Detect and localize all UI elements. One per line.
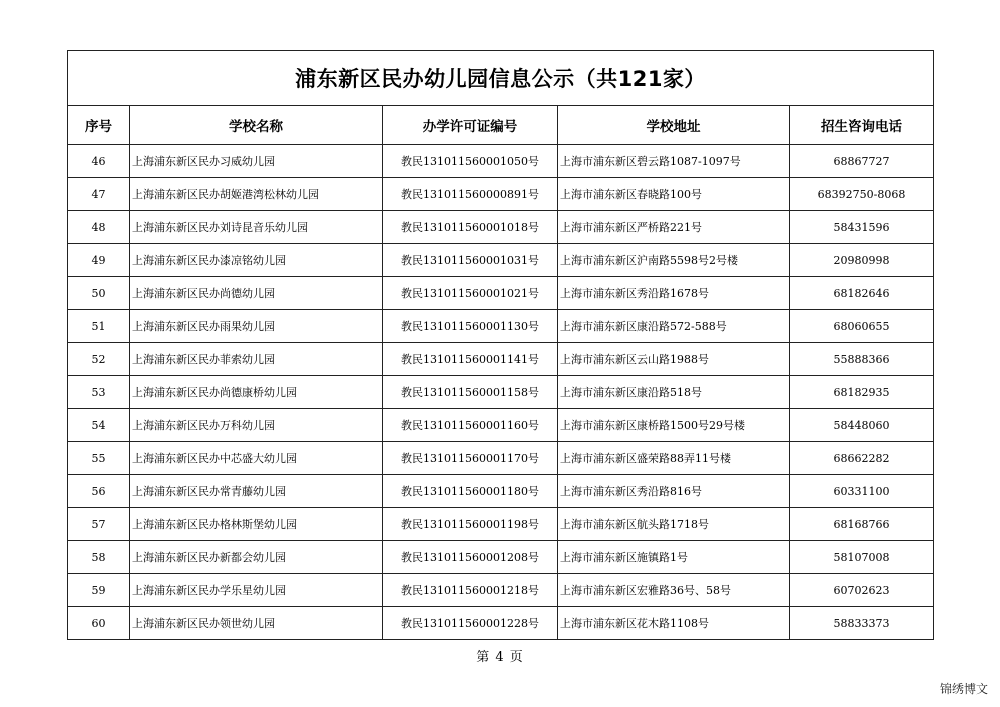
header-phone: 招生咨询电话	[790, 106, 934, 145]
cell-school-name: 上海浦东新区民办胡姬港湾松林幼儿园	[130, 178, 383, 211]
cell-license-number: 教民131011560001170号	[383, 442, 558, 475]
cell-school-name: 上海浦东新区民办领世幼儿园	[130, 607, 383, 640]
table-row	[68, 409, 934, 442]
cell-phone: 68867727	[790, 145, 934, 178]
cell-seq: 49	[68, 244, 130, 277]
cell-seq: 51	[68, 310, 130, 343]
cell-seq: 57	[68, 508, 130, 541]
table-row	[68, 178, 934, 211]
cell-school-name: 上海浦东新区民办新都会幼儿园	[130, 541, 383, 574]
cell-seq: 54	[68, 409, 130, 442]
header-license-number: 办学许可证编号	[383, 106, 558, 145]
cell-phone: 60702623	[790, 574, 934, 607]
cell-school-name: 上海浦东新区民办学乐星幼儿园	[130, 574, 383, 607]
table-row	[68, 574, 934, 607]
cell-school-address: 上海市浦东新区康沿路572-588号	[558, 310, 790, 343]
cell-school-name: 上海浦东新区民办雨果幼儿园	[130, 310, 383, 343]
cell-phone: 68182935	[790, 376, 934, 409]
cell-school-address: 上海市浦东新区春晓路100号	[558, 178, 790, 211]
cell-school-address: 上海市浦东新区秀沿路1678号	[558, 277, 790, 310]
cell-phone: 58833373	[790, 607, 934, 640]
kindergarten-table	[67, 50, 934, 640]
table-row	[68, 211, 934, 244]
cell-school-address: 上海市浦东新区秀沿路816号	[558, 475, 790, 508]
cell-seq: 60	[68, 607, 130, 640]
cell-school-name: 上海浦东新区民办中芯盛大幼儿园	[130, 442, 383, 475]
cell-phone: 68182646	[790, 277, 934, 310]
cell-license-number: 教民131011560000891号	[383, 178, 558, 211]
cell-phone: 68168766	[790, 508, 934, 541]
cell-school-name: 上海浦东新区民办格林斯堡幼儿园	[130, 508, 383, 541]
cell-license-number: 教民131011560001198号	[383, 508, 558, 541]
watermark-text: 锦绣博文	[939, 682, 988, 696]
cell-school-name: 上海浦东新区民办尚德幼儿园	[130, 277, 383, 310]
cell-seq: 56	[68, 475, 130, 508]
table-row	[68, 376, 934, 409]
cell-license-number: 教民131011560001050号	[383, 145, 558, 178]
cell-license-number: 教民131011560001031号	[383, 244, 558, 277]
cell-school-address: 上海市浦东新区航头路1718号	[558, 508, 790, 541]
table-row	[68, 310, 934, 343]
cell-school-address: 上海市浦东新区云山路1988号	[558, 343, 790, 376]
cell-school-name: 上海浦东新区民办万科幼儿园	[130, 409, 383, 442]
cell-license-number: 教民131011560001018号	[383, 211, 558, 244]
cell-seq: 59	[68, 574, 130, 607]
page-number: 第 4 页	[476, 650, 524, 665]
cell-seq: 50	[68, 277, 130, 310]
cell-school-address: 上海市浦东新区宏雅路36号、58号	[558, 574, 790, 607]
header-school-address: 学校地址	[558, 106, 790, 145]
cell-school-name: 上海浦东新区民办习威幼儿园	[130, 145, 383, 178]
cell-school-address: 上海市浦东新区沪南路5598号2号楼	[558, 244, 790, 277]
table-row	[68, 244, 934, 277]
table-row	[68, 277, 934, 310]
cell-license-number: 教民131011560001130号	[383, 310, 558, 343]
cell-school-address: 上海市浦东新区花木路1108号	[558, 607, 790, 640]
cell-phone: 58107008	[790, 541, 934, 574]
cell-license-number: 教民131011560001218号	[383, 574, 558, 607]
cell-license-number: 教民131011560001158号	[383, 376, 558, 409]
cell-school-name: 上海浦东新区民办常青藤幼儿园	[130, 475, 383, 508]
cell-phone: 55888366	[790, 343, 934, 376]
table-row	[68, 508, 934, 541]
cell-phone: 68392750-8068	[790, 178, 934, 211]
header-school-name: 学校名称	[130, 106, 383, 145]
cell-phone: 68662282	[790, 442, 934, 475]
cell-school-address: 上海市浦东新区盛荣路88弄11号楼	[558, 442, 790, 475]
cell-phone: 20980998	[790, 244, 934, 277]
cell-school-address: 上海市浦东新区康沿路518号	[558, 376, 790, 409]
cell-license-number: 教民131011560001208号	[383, 541, 558, 574]
cell-license-number: 教民131011560001180号	[383, 475, 558, 508]
cell-school-address: 上海市浦东新区碧云路1087-1097号	[558, 145, 790, 178]
cell-school-address: 上海市浦东新区施镇路1号	[558, 541, 790, 574]
table-row	[68, 607, 934, 640]
cell-seq: 46	[68, 145, 130, 178]
cell-school-name: 上海浦东新区民办刘诗昆音乐幼儿园	[130, 211, 383, 244]
cell-phone: 60331100	[790, 475, 934, 508]
cell-seq: 55	[68, 442, 130, 475]
cell-school-name: 上海浦东新区民办菲索幼儿园	[130, 343, 383, 376]
cell-school-address: 上海市浦东新区康桥路1500号29号楼	[558, 409, 790, 442]
cell-seq: 48	[68, 211, 130, 244]
table-row	[68, 442, 934, 475]
cell-school-name: 上海浦东新区民办漆凉铭幼儿园	[130, 244, 383, 277]
cell-license-number: 教民131011560001160号	[383, 409, 558, 442]
header-seq: 序号	[68, 106, 130, 145]
table-row	[68, 343, 934, 376]
cell-seq: 58	[68, 541, 130, 574]
table-body	[68, 145, 934, 640]
cell-phone: 68060655	[790, 310, 934, 343]
cell-license-number: 教民131011560001021号	[383, 277, 558, 310]
cell-license-number: 教民131011560001141号	[383, 343, 558, 376]
cell-seq: 53	[68, 376, 130, 409]
cell-seq: 52	[68, 343, 130, 376]
cell-phone: 58431596	[790, 211, 934, 244]
table-row	[68, 145, 934, 178]
header-row	[68, 106, 934, 145]
document-title: 浦东新区民办幼儿园信息公示（共121家）	[68, 51, 934, 106]
cell-school-address: 上海市浦东新区严桥路221号	[558, 211, 790, 244]
table-row	[68, 541, 934, 574]
cell-school-name: 上海浦东新区民办尚德康桥幼儿园	[130, 376, 383, 409]
cell-license-number: 教民131011560001228号	[383, 607, 558, 640]
table-row	[68, 475, 934, 508]
cell-seq: 47	[68, 178, 130, 211]
cell-phone: 58448060	[790, 409, 934, 442]
document-sheet	[67, 50, 933, 640]
